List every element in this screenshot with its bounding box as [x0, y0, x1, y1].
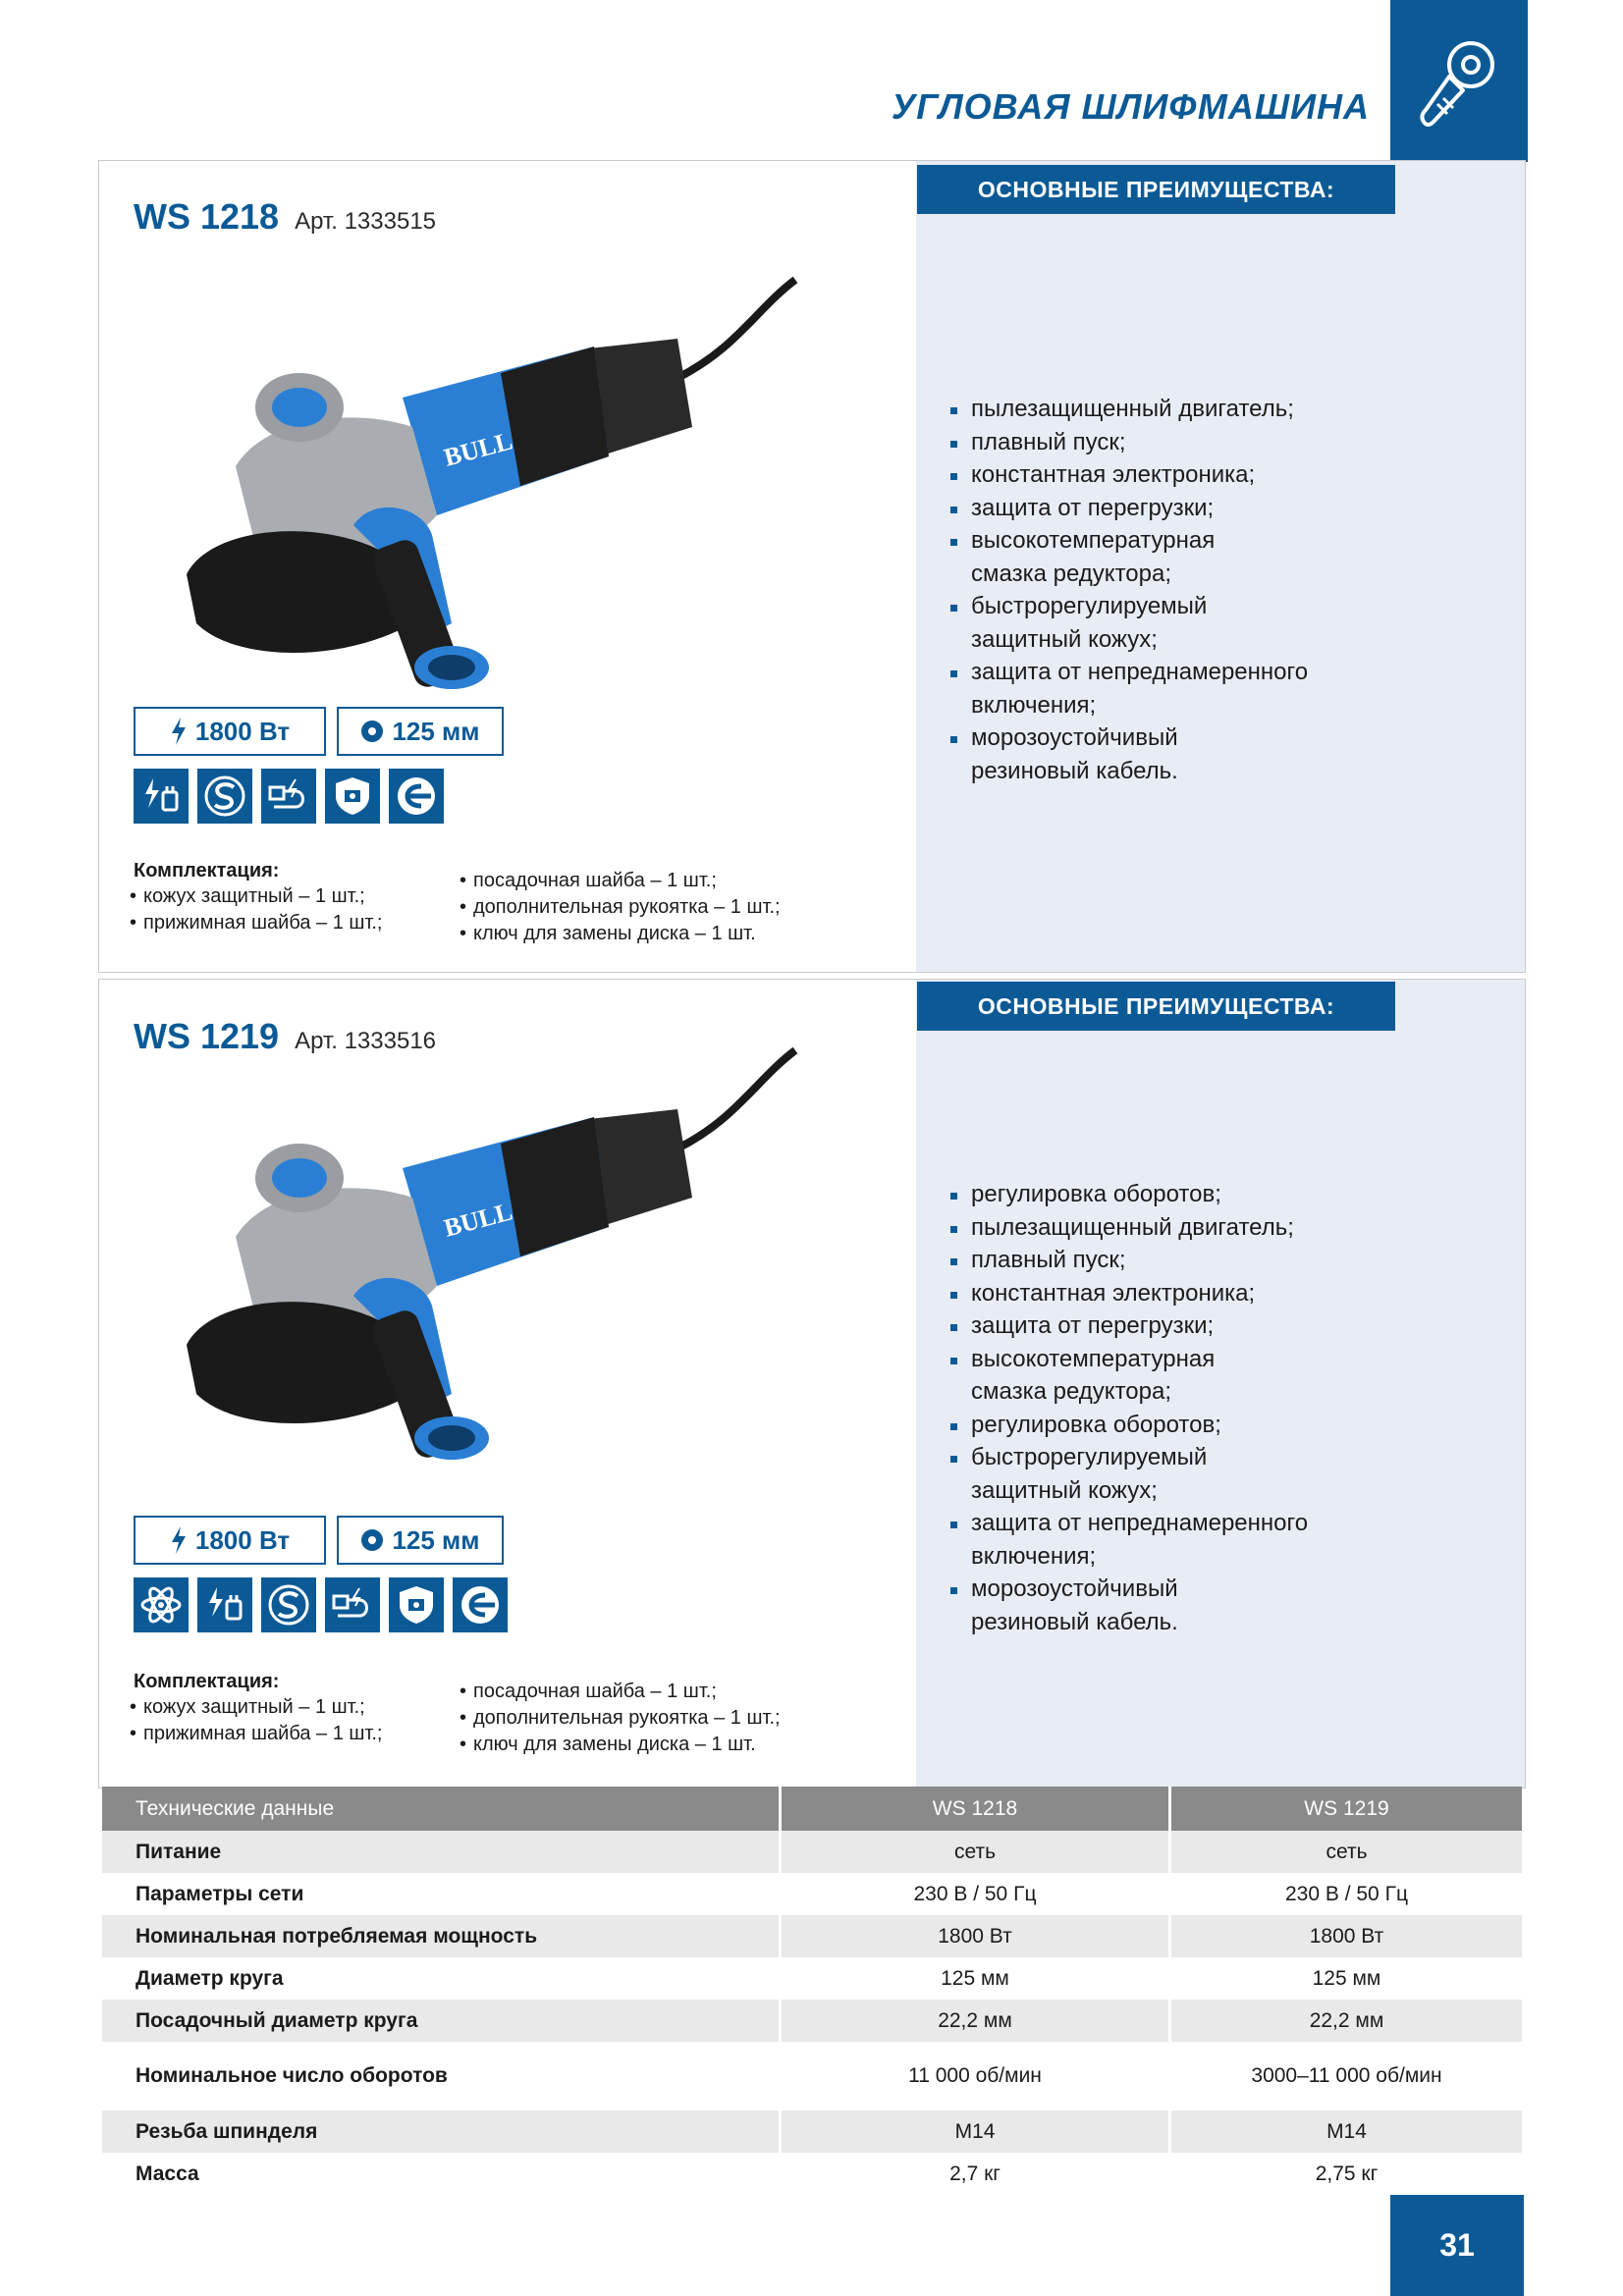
advantages-list	[947, 393, 1497, 787]
table-row	[102, 1957, 1522, 2000]
advantage-item: высокотемпературная смазка редуктора;	[947, 1343, 1246, 1409]
header-tab	[1390, 0, 1528, 162]
advantage-item: плавный пуск;	[947, 426, 1497, 459]
table-row	[102, 1831, 1522, 1873]
table-row	[102, 1873, 1522, 1915]
table-cell: сеть	[1170, 1831, 1523, 1873]
table-cell: Масса	[102, 2153, 781, 2195]
disc-spec	[337, 707, 504, 756]
kit-list-col2	[460, 868, 781, 947]
advantage-item: морозоустойчивый резиновый кабель.	[947, 1573, 1266, 1638]
table-cell: 22,2 мм	[1170, 2000, 1523, 2042]
page-number: 31	[1390, 2195, 1524, 2296]
advantages-banner: ОСНОВНЫЕ ПРЕИМУЩЕСТВА:	[917, 982, 1395, 1031]
constant-electronics-icon	[261, 1577, 316, 1632]
feature-icons	[134, 769, 444, 824]
feature-icons	[134, 1577, 508, 1632]
table-cell: 1800 Вт	[781, 1915, 1170, 1957]
kit-list-col1	[130, 883, 382, 936]
kit-item: • кожух защитный – 1 шт.;	[130, 883, 382, 910]
table-header: Технические данные	[102, 1787, 781, 1831]
advantage-item: морозоустойчивый резиновый кабель.	[947, 721, 1266, 787]
kit-list-col2	[460, 1679, 781, 1758]
overload-protection-icon	[261, 769, 316, 824]
table-row	[102, 2000, 1522, 2042]
kit-list-col1	[130, 1694, 382, 1747]
advantage-item: защита от перегрузки;	[947, 1309, 1497, 1343]
model-name: WS 1219	[134, 1016, 280, 1056]
advantage-item: регулировка оборотов;	[947, 1409, 1497, 1442]
kit-item: • кожух защитный – 1 шт.;	[130, 1694, 382, 1721]
advantage-item: регулировка оборотов;	[947, 1178, 1497, 1211]
kit-item: • посадочная шайба – 1 шт.;	[460, 1679, 781, 1705]
table-row	[102, 2042, 1522, 2110]
table-cell: Номинальная потребляемая мощность	[102, 1915, 781, 1957]
table-cell: 2,7 кг	[781, 2153, 1170, 2195]
specs-table	[102, 1787, 1522, 2195]
advantage-item: быстрорегулируемый защитный кожух;	[947, 590, 1285, 656]
table-cell: 2,75 кг	[1315, 2162, 1379, 2185]
article-number: Арт. 1333515	[295, 208, 437, 235]
table-cell: Диаметр круга	[102, 1957, 781, 2000]
advantage-item: пылезащищенный двигатель;	[947, 1211, 1497, 1245]
soft-start-icon	[197, 1577, 252, 1632]
table-row	[102, 1915, 1522, 1957]
table-cell: 230 В / 50 Гц	[781, 1873, 1170, 1915]
disc-icon	[360, 720, 384, 743]
advantage-item: пылезащищенный двигатель;	[947, 393, 1497, 426]
kit-item: • прижимная шайба – 1 шт.;	[130, 910, 382, 936]
advantage-item: быстрорегулируемый защитный кожух;	[947, 1441, 1285, 1507]
power-value: 1800 Вт	[194, 1524, 291, 1555]
power-value: 1800 Вт	[194, 716, 291, 746]
table-cell: 11 000 об/мин	[781, 2042, 1170, 2110]
kit-title: Комплектация:	[134, 860, 280, 881]
kit-item: • посадочная шайба – 1 шт.;	[460, 868, 781, 894]
kit-item: • прижимная шайба – 1 шт.;	[130, 1721, 382, 1747]
kit-title: Комплектация:	[134, 1671, 280, 1692]
constant-electronics-icon	[197, 769, 252, 824]
advantage-item: константная электроника;	[947, 1277, 1497, 1310]
soft-start-icon	[134, 769, 189, 824]
disc-icon	[360, 1528, 384, 1552]
speed-regulation-icon	[134, 1577, 189, 1632]
table-cell: M14	[781, 2110, 1170, 2153]
advantage-item: защита от непреднамеренного включения;	[947, 656, 1364, 721]
cable-icon	[389, 769, 444, 824]
table-cell: Параметры сети	[102, 1873, 781, 1915]
table-cell: 230 В / 50 Гц	[1285, 1882, 1408, 1905]
dust-protected-motor-icon	[389, 1577, 444, 1632]
model-heading	[134, 196, 436, 238]
table-row	[102, 2110, 1522, 2153]
kit-item: • ключ для замены диска – 1 шт.	[460, 1732, 781, 1758]
article-number: Арт. 1333516	[295, 1028, 437, 1054]
overload-protection-icon	[325, 1577, 380, 1632]
table-cell: сеть	[781, 1831, 1170, 1873]
disc-value: 125 мм	[392, 716, 480, 746]
page-title: УГЛОВАЯ ШЛИФМАШИНА	[891, 86, 1370, 127]
cable-icon	[453, 1577, 508, 1632]
advantage-item: константная электроника;	[947, 458, 1497, 492]
table-cell: Номинальное число оборотов	[102, 2042, 781, 2110]
model-name: WS 1218	[134, 196, 280, 237]
advantage-item: высокотемпературная смазка редуктора;	[947, 524, 1246, 590]
grinder-photo	[128, 1041, 815, 1463]
table-header: WS 1218	[781, 1787, 1170, 1831]
grinder-photo	[128, 270, 815, 692]
table-cell: Посадочный диаметр круга	[102, 2000, 781, 2042]
disc-value: 125 мм	[392, 1524, 480, 1555]
table-cell: Питание	[102, 1831, 781, 1873]
power-spec	[134, 707, 326, 756]
table-cell: M14	[1170, 2110, 1523, 2153]
power-spec	[134, 1516, 326, 1565]
kit-item: • дополнительная рукоятка – 1 шт.;	[460, 1705, 781, 1732]
kit-item: • дополнительная рукоятка – 1 шт.;	[460, 894, 781, 921]
angle-grinder-icon	[1420, 35, 1498, 133]
lightning-icon	[170, 1526, 188, 1554]
disc-spec	[337, 1516, 504, 1565]
kit-item: • ключ для замены диска – 1 шт.	[460, 921, 781, 947]
table-cell: 1800 Вт	[1170, 1915, 1523, 1957]
table-header: WS 1219	[1170, 1787, 1523, 1831]
advantages-banner: ОСНОВНЫЕ ПРЕИМУЩЕСТВА:	[917, 165, 1395, 214]
lightning-icon	[170, 718, 188, 745]
table-cell: Резьба шпинделя	[102, 2110, 781, 2153]
advantages-list	[947, 1178, 1497, 1638]
table-header-row	[102, 1787, 1522, 1831]
advantage-item: плавный пуск;	[947, 1244, 1497, 1277]
table-cell: 3000–11 000 об/мин	[1251, 2064, 1442, 2087]
advantage-item: защита от перегрузки;	[947, 492, 1497, 525]
dust-protected-motor-icon	[325, 769, 380, 824]
table-cell: 22,2 мм	[781, 2000, 1170, 2042]
table-row	[102, 2153, 1522, 2195]
table-cell: 125 мм	[781, 1957, 1170, 2000]
table-cell: 125 мм	[1312, 1966, 1381, 1990]
advantage-item: защита от непреднамеренного включения;	[947, 1507, 1364, 1573]
